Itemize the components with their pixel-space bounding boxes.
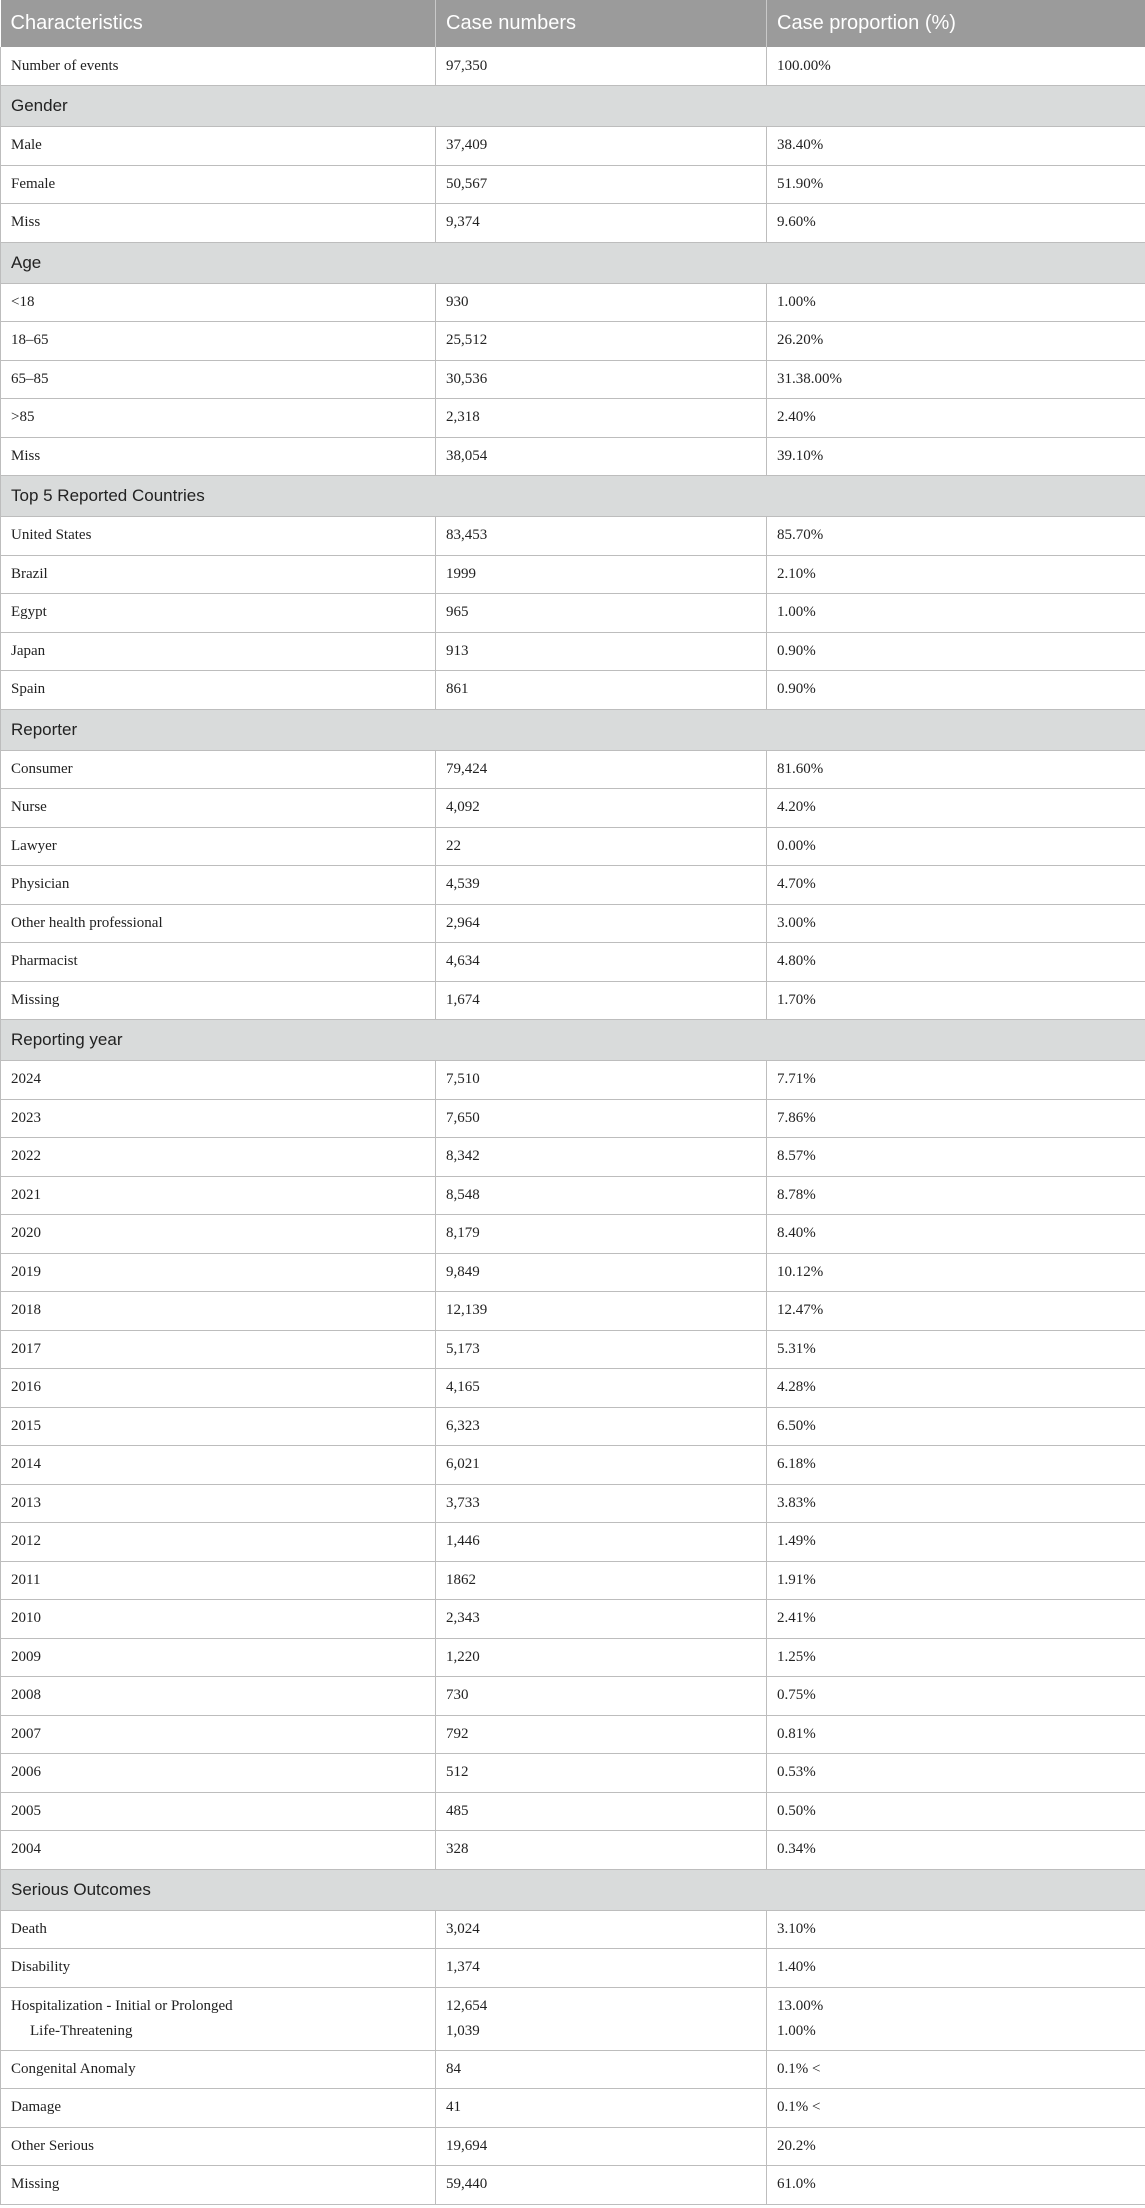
row-case-proportion: 85.70% [767, 517, 1145, 556]
row-case-number: 7,650 [436, 1099, 767, 1138]
table-row [1, 981, 1145, 1020]
row-case-proportion: 61.0% [767, 2166, 1145, 2205]
table-row [1, 1099, 1145, 1138]
row-case-number: 59,440 [436, 2166, 767, 2205]
row-case-proportion: 38.40% [767, 127, 1145, 166]
table-row [1, 283, 1145, 322]
row-label: Missing [1, 2166, 436, 2205]
total-number: 97,350 [436, 47, 767, 86]
row-case-number: 1,674 [436, 981, 767, 1020]
section-title: Reporter [1, 709, 1145, 750]
table-row [1, 789, 1145, 828]
table-row [1, 1176, 1145, 1215]
row-label: Miss [1, 437, 436, 476]
row-label: 2011 [1, 1561, 436, 1600]
row-case-proportion: 3.10% [767, 1910, 1145, 1949]
row-case-proportion: 6.50% [767, 1407, 1145, 1446]
row-label: Other health professional [1, 904, 436, 943]
table-row [1, 2089, 1145, 2128]
section-title: Gender [1, 86, 1145, 127]
total-label: Number of events [1, 47, 436, 86]
row-case-proportion: 3.83% [767, 1484, 1145, 1523]
row-case-number: 913 [436, 632, 767, 671]
row-case-proportion: 1.91% [767, 1561, 1145, 1600]
row-case-number: 6,021 [436, 1446, 767, 1485]
row-label: <18 [1, 283, 436, 322]
row-case-number: 1,374 [436, 1949, 767, 1988]
row-label: Brazil [1, 555, 436, 594]
row-line-text: Hospitalization - Initial or Prolonged [11, 1997, 233, 2014]
row-case-proportion: 26.20% [767, 322, 1145, 361]
table-row [1, 1677, 1145, 1716]
row-label: 2014 [1, 1446, 436, 1485]
table-row [1, 1715, 1145, 1754]
table-row [1, 1215, 1145, 1254]
row-case-proportion: 7.86% [767, 1099, 1145, 1138]
row-label [1, 1987, 436, 2050]
row-case-number: 2,964 [436, 904, 767, 943]
header-case-numbers: Case numbers [436, 0, 767, 47]
table-row [1, 1910, 1145, 1949]
table-row [1, 1600, 1145, 1639]
row-label: Other Serious [1, 2127, 436, 2166]
row-line-text: 12,654 [446, 1997, 488, 2014]
row-case-number: 4,092 [436, 789, 767, 828]
row-case-number: 1999 [436, 555, 767, 594]
row-label: 2017 [1, 1330, 436, 1369]
row-case-proportion: 1.25% [767, 1638, 1145, 1677]
row-case-number: 30,536 [436, 360, 767, 399]
row-label: Spain [1, 671, 436, 710]
row-case-proportion: 1.40% [767, 1949, 1145, 1988]
row-case-proportion: 0.90% [767, 632, 1145, 671]
row-case-proportion: 81.60% [767, 750, 1145, 789]
table-row [1, 517, 1145, 556]
row-case-proportion: 6.18% [767, 1446, 1145, 1485]
row-case-number: 5,173 [436, 1330, 767, 1369]
row-label: 2023 [1, 1099, 436, 1138]
table-row [1, 750, 1145, 789]
row-label: Physician [1, 866, 436, 905]
row-label: Nurse [1, 789, 436, 828]
section-title: Serious Outcomes [1, 1869, 1145, 1910]
row-case-proportion: 0.53% [767, 1754, 1145, 1793]
row-label: 18–65 [1, 322, 436, 361]
row-case-number: 328 [436, 1831, 767, 1870]
table-row [1, 1484, 1145, 1523]
total-row [1, 47, 1145, 86]
table-row [1, 1987, 1145, 2050]
table-row [1, 399, 1145, 438]
row-case-number: 512 [436, 1754, 767, 1793]
table-row [1, 1792, 1145, 1831]
table-row [1, 437, 1145, 476]
table-row [1, 904, 1145, 943]
row-case-proportion: 1.00% [767, 594, 1145, 633]
row-case-number: 79,424 [436, 750, 767, 789]
row-label: 2018 [1, 1292, 436, 1331]
row-case-proportion: 4.28% [767, 1369, 1145, 1408]
table-row [1, 632, 1145, 671]
row-label: 2022 [1, 1138, 436, 1177]
row-case-number: 1,220 [436, 1638, 767, 1677]
row-case-proportion: 3.00% [767, 904, 1145, 943]
row-case-proportion: 0.90% [767, 671, 1145, 710]
row-label: Female [1, 165, 436, 204]
total-proportion: 100.00% [767, 47, 1145, 86]
row-case-proportion: 0.1% < [767, 2089, 1145, 2128]
row-label: Miss [1, 204, 436, 243]
row-label: Pharmacist [1, 943, 436, 982]
row-label: 2021 [1, 1176, 436, 1215]
table-body [1, 47, 1145, 2204]
header-characteristics: Characteristics [1, 0, 436, 47]
row-case-number: 9,374 [436, 204, 767, 243]
row-case-number: 3,024 [436, 1910, 767, 1949]
row-label: >85 [1, 399, 436, 438]
row-label: Lawyer [1, 827, 436, 866]
row-case-number: 8,179 [436, 1215, 767, 1254]
row-case-number: 3,733 [436, 1484, 767, 1523]
section-title: Reporting year [1, 1020, 1145, 1061]
row-case-number: 7,510 [436, 1061, 767, 1100]
row-case-number: 6,323 [436, 1407, 767, 1446]
row-case-proportion: 8.57% [767, 1138, 1145, 1177]
table-row [1, 594, 1145, 633]
table-row [1, 1561, 1145, 1600]
row-case-proportion: 9.60% [767, 204, 1145, 243]
row-label: Disability [1, 1949, 436, 1988]
table-row [1, 1754, 1145, 1793]
row-case-number: 12,139 [436, 1292, 767, 1331]
row-line-text: Life-Threatening [30, 2022, 133, 2039]
row-case-proportion: 2.40% [767, 399, 1145, 438]
section-header-row [1, 1869, 1145, 1910]
row-label: Death [1, 1910, 436, 1949]
row-label: Consumer [1, 750, 436, 789]
row-label: 65–85 [1, 360, 436, 399]
table-row [1, 1138, 1145, 1177]
row-case-proportion: 5.31% [767, 1330, 1145, 1369]
row-label: 2008 [1, 1677, 436, 1716]
row-case-number: 8,342 [436, 1138, 767, 1177]
row-label: Japan [1, 632, 436, 671]
table-row [1, 2166, 1145, 2205]
row-case-number: 25,512 [436, 322, 767, 361]
row-label: 2012 [1, 1523, 436, 1562]
table-row [1, 671, 1145, 710]
row-case-proportion: 1.49% [767, 1523, 1145, 1562]
row-case-proportion: 0.1% < [767, 2050, 1145, 2089]
table-row [1, 1638, 1145, 1677]
row-label: Egypt [1, 594, 436, 633]
row-case-number [436, 1987, 767, 2050]
row-label: 2013 [1, 1484, 436, 1523]
section-title: Age [1, 242, 1145, 283]
row-case-number: 861 [436, 671, 767, 710]
row-label: 2019 [1, 1253, 436, 1292]
row-case-number: 2,343 [436, 1600, 767, 1639]
row-case-number: 930 [436, 283, 767, 322]
row-case-number: 4,165 [436, 1369, 767, 1408]
row-case-number: 84 [436, 2050, 767, 2089]
row-label: United States [1, 517, 436, 556]
row-case-number: 83,453 [436, 517, 767, 556]
section-header-row [1, 709, 1145, 750]
table-row [1, 2050, 1145, 2089]
row-case-proportion: 1.00% [767, 283, 1145, 322]
row-case-number: 485 [436, 1792, 767, 1831]
row-case-number: 37,409 [436, 127, 767, 166]
row-case-proportion: 8.40% [767, 1215, 1145, 1254]
row-case-number: 38,054 [436, 437, 767, 476]
row-case-proportion: 2.41% [767, 1600, 1145, 1639]
row-label: Male [1, 127, 436, 166]
row-label: 2005 [1, 1792, 436, 1831]
row-case-proportion: 0.34% [767, 1831, 1145, 1870]
row-label: Damage [1, 2089, 436, 2128]
row-line-text: 1,039 [446, 2022, 480, 2039]
row-case-proportion: 8.78% [767, 1176, 1145, 1215]
row-case-proportion: 4.20% [767, 789, 1145, 828]
section-title: Top 5 Reported Countries [1, 476, 1145, 517]
row-case-number: 1862 [436, 1561, 767, 1600]
row-case-number: 965 [436, 594, 767, 633]
row-case-proportion: 51.90% [767, 165, 1145, 204]
row-label: 2024 [1, 1061, 436, 1100]
table-row [1, 1446, 1145, 1485]
table-row [1, 1369, 1145, 1408]
row-case-proportion: 0.50% [767, 1792, 1145, 1831]
section-header-row [1, 1020, 1145, 1061]
table-row [1, 1292, 1145, 1331]
row-case-proportion: 20.2% [767, 2127, 1145, 2166]
row-case-proportion: 4.70% [767, 866, 1145, 905]
row-case-number: 4,634 [436, 943, 767, 982]
section-header-row [1, 86, 1145, 127]
row-label: Congenital Anomaly [1, 2050, 436, 2089]
table-row [1, 127, 1145, 166]
row-case-number: 4,539 [436, 866, 767, 905]
row-case-proportion: 0.75% [767, 1677, 1145, 1716]
table-row [1, 866, 1145, 905]
row-label: 2010 [1, 1600, 436, 1639]
row-label: 2004 [1, 1831, 436, 1870]
row-line-text: 13.00% [777, 1997, 824, 2014]
row-case-number: 50,567 [436, 165, 767, 204]
section-header-row [1, 476, 1145, 517]
row-case-proportion: 4.80% [767, 943, 1145, 982]
table-row [1, 1253, 1145, 1292]
row-case-proportion: 7.71% [767, 1061, 1145, 1100]
row-case-proportion: 12.47% [767, 1292, 1145, 1331]
table-row [1, 827, 1145, 866]
table-row [1, 1831, 1145, 1870]
row-case-proportion: 39.10% [767, 437, 1145, 476]
table-row [1, 165, 1145, 204]
row-label: 2006 [1, 1754, 436, 1793]
table-row [1, 555, 1145, 594]
table-row [1, 360, 1145, 399]
row-label: 2007 [1, 1715, 436, 1754]
row-case-proportion: 10.12% [767, 1253, 1145, 1292]
row-case-number: 2,318 [436, 399, 767, 438]
row-case-number: 730 [436, 1677, 767, 1716]
row-label: 2020 [1, 1215, 436, 1254]
row-label: Missing [1, 981, 436, 1020]
row-case-proportion: 1.70% [767, 981, 1145, 1020]
row-case-number: 9,849 [436, 1253, 767, 1292]
row-label: 2016 [1, 1369, 436, 1408]
table-row [1, 943, 1145, 982]
table-row [1, 1061, 1145, 1100]
header-case-proportion: Case proportion (%) [767, 0, 1145, 47]
table-row [1, 1330, 1145, 1369]
section-header-row [1, 242, 1145, 283]
row-case-number: 1,446 [436, 1523, 767, 1562]
row-case-number: 41 [436, 2089, 767, 2128]
row-case-proportion: 0.00% [767, 827, 1145, 866]
row-line-text: 1.00% [777, 2022, 816, 2039]
row-case-proportion: 0.81% [767, 1715, 1145, 1754]
table-row [1, 204, 1145, 243]
table-row [1, 2127, 1145, 2166]
row-case-number: 792 [436, 1715, 767, 1754]
row-case-number: 8,548 [436, 1176, 767, 1215]
row-case-number: 19,694 [436, 2127, 767, 2166]
row-label: 2009 [1, 1638, 436, 1677]
table-row [1, 1523, 1145, 1562]
table-row [1, 322, 1145, 361]
table-row [1, 1407, 1145, 1446]
row-case-number: 22 [436, 827, 767, 866]
row-case-proportion: 31.38.00% [767, 360, 1145, 399]
row-label: 2015 [1, 1407, 436, 1446]
header-row [1, 0, 1145, 47]
row-case-proportion [767, 1987, 1145, 2050]
table-row [1, 1949, 1145, 1988]
row-case-proportion: 2.10% [767, 555, 1145, 594]
